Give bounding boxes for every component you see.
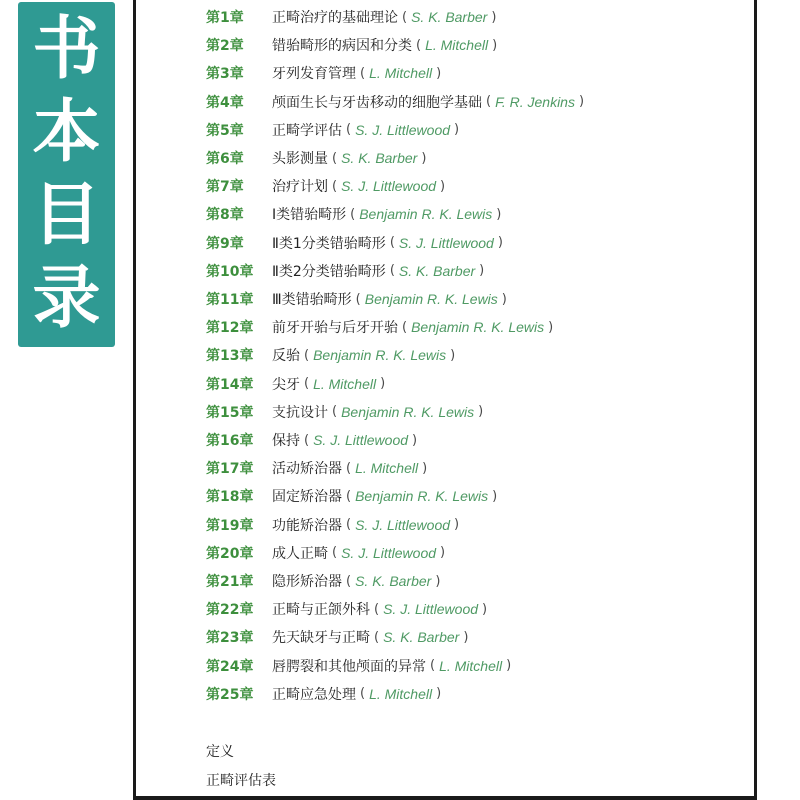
toc-row <box>206 118 463 142</box>
open-paren: ( <box>304 432 310 448</box>
chapter-number: 第21章 <box>206 574 254 590</box>
open-paren: ( <box>346 488 352 504</box>
toc-row <box>206 315 557 339</box>
chapter-author: Benjamin R. K. Lewis <box>364 291 498 307</box>
close-paren: ) <box>454 122 460 138</box>
chapter-number: 第6章 <box>206 151 244 167</box>
close-paren: ) <box>440 178 446 194</box>
chapter-author: S. K. Barber <box>383 629 460 646</box>
open-paren: ( <box>389 263 395 279</box>
chapter-author: Benjamin R. K. Lewis <box>313 347 447 364</box>
chapter-title: 正畸学评估 <box>272 122 342 139</box>
toc-row <box>206 456 431 480</box>
page-border-bottom <box>133 796 757 800</box>
close-paren: ) <box>497 235 503 251</box>
chapter-title: Ⅲ类错骀畸形 <box>272 292 352 308</box>
toc-row <box>206 231 507 255</box>
close-paren: ) <box>478 404 484 420</box>
chapter-title: 正畸治疗的基础理论 <box>272 10 398 26</box>
chapter-author: S. K. Barber <box>398 262 476 279</box>
page-border-right <box>754 0 757 800</box>
chapter-author: S. J. Littlewood <box>313 432 409 448</box>
toc-row <box>206 5 500 29</box>
chapter-title: 正畸与正颌外科 <box>272 602 370 619</box>
open-paren: ( <box>360 686 366 702</box>
toc-row <box>206 90 588 114</box>
chapter-author: F. R. Jenkins <box>495 93 575 110</box>
chapter-number: 第1章 <box>206 10 244 26</box>
chapter-number: 第5章 <box>206 122 244 139</box>
close-paren: ) <box>454 517 460 533</box>
label-char-4: 录 <box>32 259 101 339</box>
open-paren: ( <box>486 94 492 110</box>
open-paren: ( <box>332 545 338 561</box>
chapter-author: S. J. Littlewood <box>383 601 479 618</box>
chapter-author: S. K. Barber <box>355 573 432 589</box>
close-paren: ) <box>436 686 442 702</box>
open-paren: ( <box>355 291 361 307</box>
toc-row <box>206 343 459 367</box>
chapter-number: 第24章 <box>206 658 254 675</box>
chapter-title: 错骀畸形的病因和分类 <box>272 38 412 55</box>
open-paren: ( <box>304 347 310 363</box>
chapter-number: 第23章 <box>206 630 254 647</box>
chapter-number: 第16章 <box>206 433 254 449</box>
close-paren: ) <box>482 601 488 617</box>
chapter-author: Benjamin R. K. Lewis <box>411 319 545 336</box>
close-paren: ) <box>501 291 507 307</box>
chapter-author: Benjamin R. K. Lewis <box>355 488 489 505</box>
chapter-author: L. Mitchell <box>369 685 433 702</box>
chapter-author: L. Mitchell <box>439 657 503 674</box>
open-paren: ( <box>374 601 380 617</box>
chapter-title: 保持 <box>272 433 300 449</box>
toc-row <box>206 484 501 508</box>
open-paren: ( <box>332 404 338 420</box>
open-paren: ( <box>346 460 352 476</box>
chapter-author: Benjamin R. K. Lewis <box>359 206 493 223</box>
chapter-author: S. J. Littlewood <box>398 234 494 251</box>
chapter-number: 第13章 <box>206 348 254 365</box>
chapter-number: 第17章 <box>206 461 254 478</box>
close-paren: ) <box>492 37 498 53</box>
chapter-title: 颅面生长与牙齿移动的细胞学基础 <box>272 94 482 111</box>
open-paren: ( <box>332 150 338 166</box>
toc-extra-assessment-form: 正畸评估表 <box>206 773 276 789</box>
chapter-title: Ⅰ类错骀畸形 <box>272 207 347 224</box>
toc-row <box>206 61 445 85</box>
chapter-number: 第12章 <box>206 320 254 337</box>
open-paren: ( <box>346 573 352 589</box>
chapter-author: Benjamin R. K. Lewis <box>341 403 475 420</box>
toc-extra-definitions: 定义 <box>206 744 234 760</box>
chapter-title: 成人正畸 <box>272 545 328 562</box>
chapter-title: Ⅱ类2分类错骀畸形 <box>272 263 386 280</box>
chapter-number: 第22章 <box>206 602 254 619</box>
toc-row <box>206 287 511 311</box>
chapter-title: Ⅱ类1分类错骀畸形 <box>272 235 386 252</box>
open-paren: ( <box>360 65 366 81</box>
open-paren: ( <box>346 122 352 138</box>
toc-row <box>206 541 449 565</box>
toc-row <box>206 174 449 198</box>
chapter-author: S. K. Barber <box>341 150 418 166</box>
close-paren: ) <box>496 206 502 222</box>
close-paren: ) <box>440 545 446 561</box>
toc-row <box>206 569 444 593</box>
chapter-author: S. J. Littlewood <box>341 178 437 195</box>
toc-row <box>206 597 491 621</box>
label-char-3: 目 <box>32 176 101 256</box>
toc-row <box>206 428 421 452</box>
chapter-number: 第10章 <box>206 263 254 280</box>
chapter-number: 第20章 <box>206 545 254 562</box>
chapter-author: S. J. Littlewood <box>341 544 437 561</box>
chapter-title: 隐形矫治器 <box>272 574 342 590</box>
chapter-title: 功能矫治器 <box>272 517 342 534</box>
chapter-number: 第8章 <box>206 207 244 224</box>
toc-row <box>206 682 445 706</box>
chapter-number: 第2章 <box>206 38 244 55</box>
book-toc-label <box>18 2 115 347</box>
chapter-author: L. Mitchell <box>313 375 377 392</box>
chapter-title: 治疗计划 <box>272 179 328 196</box>
chapter-author: S. J. Littlewood <box>355 121 451 138</box>
label-char-1: 书 <box>32 9 101 89</box>
open-paren: ( <box>389 235 395 251</box>
chapter-number: 第14章 <box>206 376 254 393</box>
chapter-title: 牙列发育管理 <box>272 66 356 83</box>
toc-row <box>206 400 487 424</box>
chapter-number: 第9章 <box>206 235 244 252</box>
chapter-number: 第3章 <box>206 66 244 83</box>
label-char-2: 本 <box>32 92 101 172</box>
close-paren: ) <box>548 319 554 335</box>
close-paren: ) <box>492 488 498 504</box>
chapter-title: 正畸应急处理 <box>272 686 356 703</box>
toc-row <box>206 202 505 226</box>
chapter-title: 前牙开骀与后牙开骀 <box>272 320 398 337</box>
chapter-title: 固定矫治器 <box>272 489 342 506</box>
close-paren: ) <box>380 376 386 392</box>
open-paren: ( <box>402 319 408 335</box>
toc-row <box>206 513 463 537</box>
open-paren: ( <box>402 9 408 25</box>
chapter-number: 第7章 <box>206 179 244 196</box>
close-paren: ) <box>491 9 497 25</box>
chapter-author: S. K. Barber <box>411 9 488 25</box>
chapter-number: 第4章 <box>206 94 244 111</box>
chapter-title: 尖牙 <box>272 376 300 393</box>
close-paren: ) <box>463 629 469 645</box>
chapter-title: 先天缺牙与正畸 <box>272 630 370 647</box>
open-paren: ( <box>416 37 422 53</box>
close-paren: ) <box>435 573 441 589</box>
close-paren: ) <box>479 263 485 279</box>
chapter-number: 第25章 <box>206 686 254 703</box>
open-paren: ( <box>346 517 352 533</box>
open-paren: ( <box>374 629 380 645</box>
chapter-author: S. J. Littlewood <box>355 516 451 533</box>
close-paren: ) <box>578 94 585 110</box>
chapter-number: 第15章 <box>206 404 254 421</box>
chapter-title: 反骀 <box>272 348 300 365</box>
open-paren: ( <box>350 206 356 222</box>
chapter-title: 活动矫治器 <box>272 461 342 478</box>
toc-row <box>206 625 472 649</box>
close-paren: ) <box>412 432 418 448</box>
chapter-title: 支抗设计 <box>272 404 328 421</box>
toc-row <box>206 259 488 283</box>
toc-row <box>206 146 430 170</box>
toc-row <box>206 33 501 57</box>
chapter-number: 第18章 <box>206 489 254 506</box>
toc-row <box>206 372 389 396</box>
close-paren: ) <box>422 460 428 476</box>
chapter-number: 第11章 <box>206 292 254 308</box>
open-paren: ( <box>332 178 338 194</box>
chapter-author: L. Mitchell <box>425 37 489 54</box>
close-paren: ) <box>421 150 427 166</box>
chapter-title: 头影测量 <box>272 151 328 167</box>
open-paren: ( <box>304 376 310 392</box>
chapter-title: 唇腭裂和其他颅面的异常 <box>272 658 426 675</box>
open-paren: ( <box>430 658 436 674</box>
page-border-left <box>133 0 136 800</box>
close-paren: ) <box>450 347 456 363</box>
close-paren: ) <box>436 65 442 81</box>
toc-row <box>206 654 515 678</box>
chapter-author: L. Mitchell <box>369 65 433 82</box>
chapter-author: L. Mitchell <box>355 460 419 477</box>
chapter-number: 第19章 <box>206 517 254 534</box>
close-paren: ) <box>506 658 512 674</box>
